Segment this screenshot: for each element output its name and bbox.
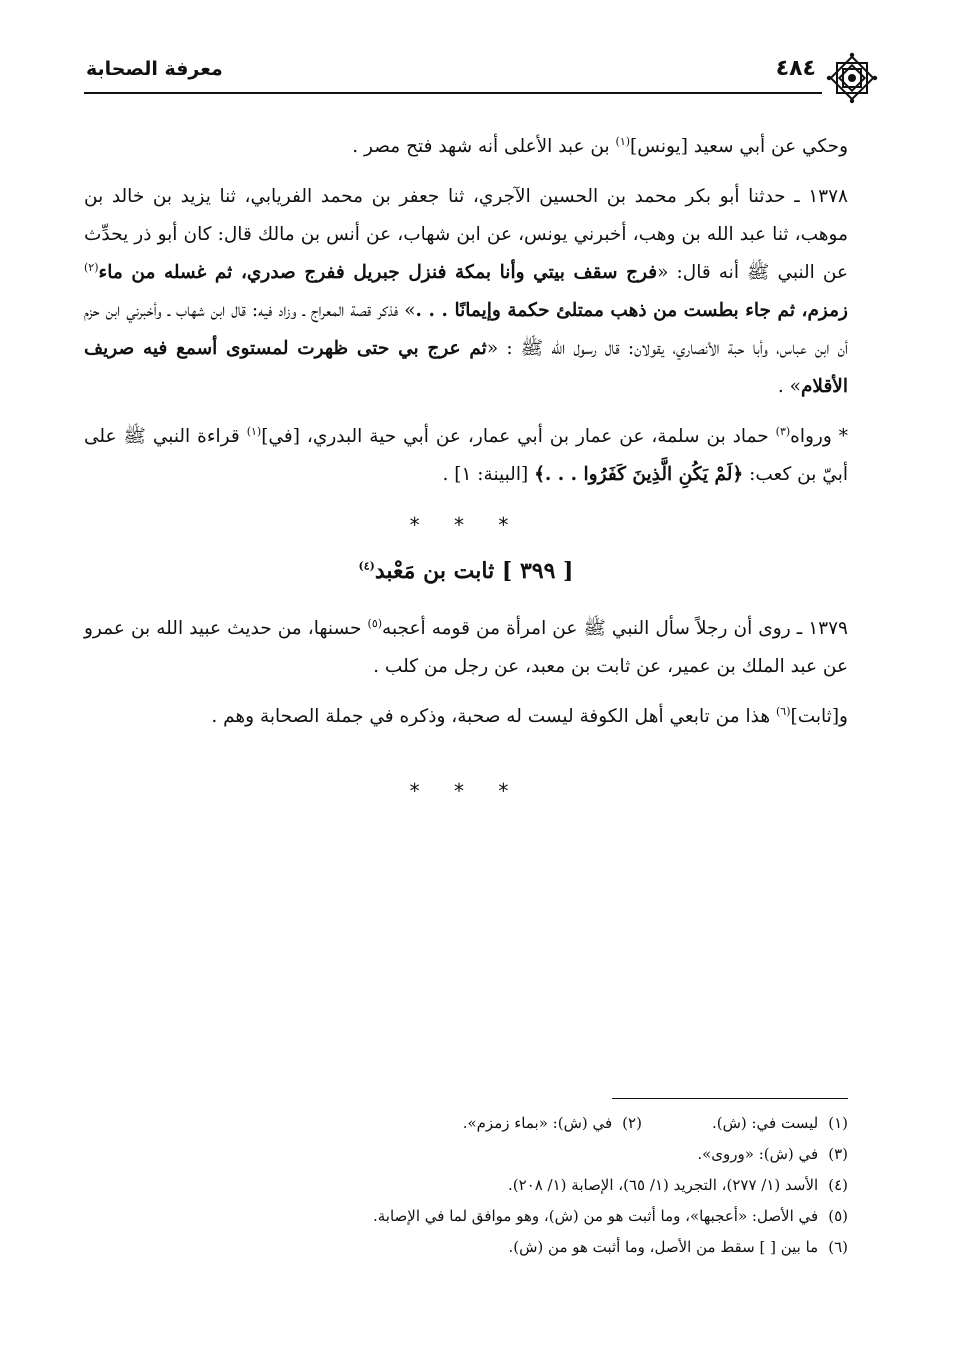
riwaya-text-2: حماد بن سلمة، عن عمار بن أبي عمار، عن أبي حية البدري، [في] — [261, 426, 776, 447]
footnote-ref-1[interactable]: (١) — [615, 134, 631, 148]
paragraph-intro — [84, 128, 848, 166]
intro-text: وحكي عن أبي سعيد [يونس] — [630, 136, 848, 157]
hadith-1378-matn-1: فرج سقف بيتي وأنا بمكة فنزل جبريل ففرج صدري، ثم غسله من ماء — [98, 262, 658, 283]
footnote-ref-1b[interactable]: (١) — [246, 424, 262, 438]
thabit-text-2: هذا من تابعي أهل الكوفة ليست له صحبة، وذكره في جملة الصحابة وهم . — [211, 706, 776, 727]
hadith-1378-isnad: ١٣٧٨ ـ حدثنا أبو بكر محمد بن الحسين الآجري، ثنا جعفر بن محمد الفريابي، ثنا يزيد بن خالد بن موهب، ثنا عبد الله بن وهب، أخبرني يونس، عن ابن شهاب، عن أنس بن مالك قال: كان أبو ذر يحدِّث عن النبي ﷺ أنه قال: « — [84, 186, 848, 283]
footnote-text: في الأصل: «أعجبها»، وما أثبت هو من (ش)، وهو موافق لما في الإصابة. — [373, 1207, 819, 1225]
hadith-1378-matn-2: زمزم، ثم جاء بطست من ذهب ممتلئ حكمة وإيمانًا . . . — [415, 300, 848, 321]
footnote-ref-3[interactable]: (٣) — [775, 424, 791, 438]
footnote-number: (٦) — [828, 1238, 848, 1256]
footnote-ref-5[interactable]: (٥) — [367, 616, 383, 630]
footnote-number: (٢) — [622, 1114, 642, 1132]
footnote-ref-4[interactable]: (٤) — [358, 559, 375, 573]
intro-text-cont: بن عبد الأعلى أنه شهد فتح مصر . — [352, 136, 616, 157]
octagram-ornament-icon — [826, 52, 878, 104]
thabit-text: و[ثابت] — [790, 706, 848, 727]
hadith-1379 — [84, 610, 848, 686]
hadith-1378 — [84, 178, 848, 406]
section-separator: * * * — [409, 513, 523, 537]
footnote-number: (١) — [828, 1114, 848, 1132]
footnote-ref-2[interactable]: (٢) — [84, 260, 99, 274]
footnote-text: ليست في: (ش). — [711, 1114, 819, 1132]
riwaya-text: * ورواه — [790, 426, 848, 447]
book-title: معرفة الصحابة — [86, 58, 223, 80]
footnote-number: (٥) — [828, 1207, 848, 1225]
hadith-1379-text-2: حسنها، من حديث عبيد الله بن عمرو عن عبد الملك بن عمير، عن ثابت بن معبد، عن رجل من كلب . — [84, 618, 848, 677]
paragraph-thabit — [84, 698, 848, 736]
hadith-1379-text: ١٣٧٩ ـ روى أن رجلاً سأل النبي ﷺ عن امرأة من قومه أعجبه — [382, 618, 848, 639]
riwaya-ref: [البينة: ١] . — [442, 464, 535, 485]
footnote-row — [84, 1139, 848, 1170]
hadith-1378-matn-3: ثم عرج بي حتى ظهرت لمستوى أسمع فيه صريف الأقلام — [84, 338, 848, 397]
footnote-text: في (ش): «وروى». — [697, 1145, 819, 1163]
hadith-1378-end: » . — [777, 376, 801, 397]
footnote-row — [84, 1201, 848, 1232]
footnote-number: (٣) — [828, 1145, 848, 1163]
footnote-row — [84, 1108, 848, 1139]
end-separator: * * * — [409, 779, 523, 803]
footnote-ref-6[interactable]: (٦) — [776, 704, 791, 718]
quran-quote: ﴿لَمْ يَكُنِ الَّذِينَ كَفَرُوا . . .﴾ — [534, 464, 744, 485]
page-number: ٤٨٤ — [775, 56, 816, 81]
section-heading — [84, 552, 848, 590]
riwaya-text-3: قراءة النبي ﷺ على أبيّ بن كعب: — [84, 426, 848, 485]
footnotes — [84, 1108, 848, 1263]
hadith-1378-narration: » فذكر قصة المعراج ـ وزاد فيه: قال ابن شهاب ـ وأخبرني ابن حزم أن ابن عباس، وأبا حبة الأنصاري، يقولان: قال رسول الله ﷺ : « — [84, 300, 848, 359]
footnote-text: ما بين [ ] سقط من الأصل، وما أثبت هو من (ش). — [508, 1238, 819, 1256]
page-header — [84, 52, 874, 98]
footnote-row — [84, 1232, 848, 1263]
footnote-number: (٤) — [828, 1176, 848, 1194]
main-text — [84, 128, 848, 818]
footnote-text: الأسد (١/ ٢٧٧)، التجريد (١/ ٦٥)، الإصابة (١/ ٢٠٨). — [507, 1176, 819, 1194]
footnote-row — [84, 1170, 848, 1201]
section-title: [ ٣٩٩ ] ثابت بن مَعْبد — [374, 558, 574, 584]
footnote-text: في (ش): «بماء زمزم». — [462, 1114, 613, 1132]
header-divider — [84, 92, 822, 94]
paragraph-riwaya — [84, 418, 848, 494]
footnote-divider — [612, 1098, 848, 1099]
